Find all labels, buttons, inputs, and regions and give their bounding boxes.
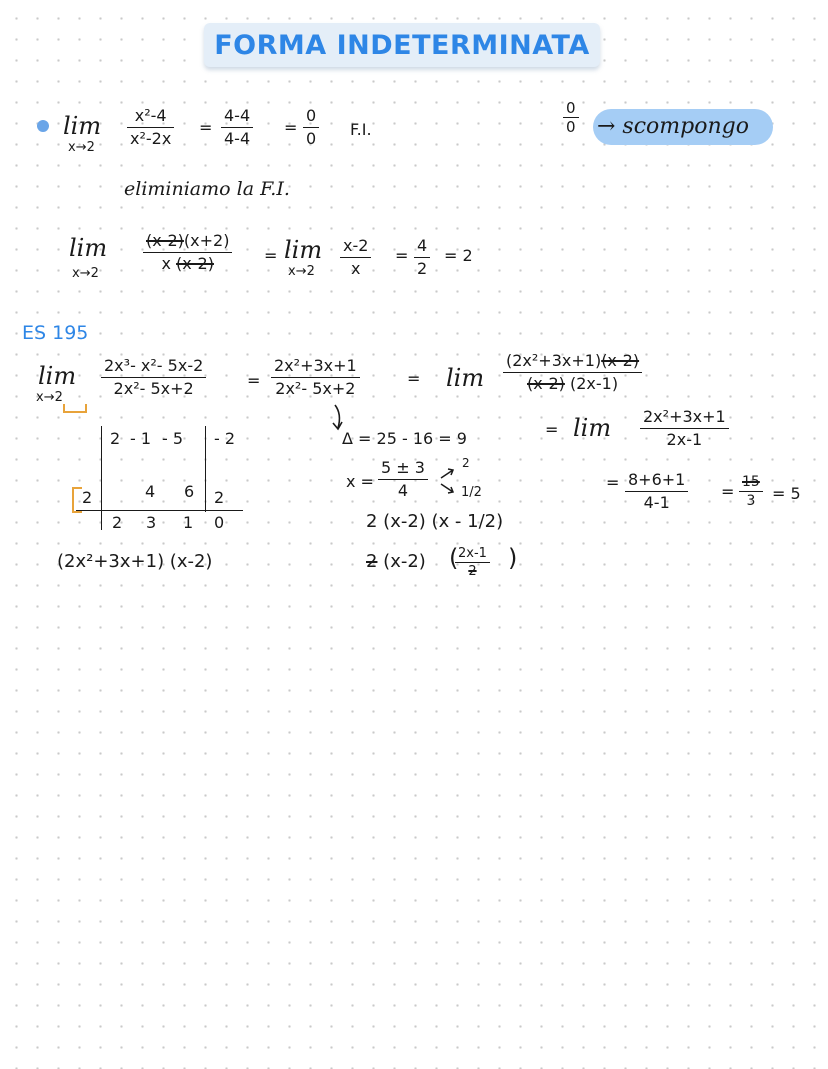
result-text: = 5 [772, 484, 801, 503]
ruffini-coeff: - 5 [162, 429, 184, 448]
fraction-num: x-2 [343, 236, 369, 255]
fraction-den: 2x²- 5x+2 [275, 379, 356, 398]
fraction-bar [640, 428, 729, 429]
fraction-num: 2x²+3x+1 [274, 356, 357, 375]
fraction-den: 2x²- 5x+2 [113, 379, 194, 398]
factor: (2x²+3x+1) [506, 351, 602, 370]
fraction-den: 0 [566, 118, 576, 136]
fraction-den: 4-1 [643, 493, 670, 512]
equals-sign: = [721, 482, 735, 501]
ruffini-coeff: - 1 [130, 429, 152, 448]
fraction-bar [739, 491, 763, 492]
ruffini-right-line [205, 426, 206, 512]
x-label: x = [346, 472, 374, 491]
factor: (x+2) [183, 231, 230, 250]
fraction-num: 4 [417, 236, 428, 255]
fraction-bar [503, 372, 642, 373]
ruffini-root: 2 [82, 488, 93, 507]
fraction-num: 5 ± 3 [381, 458, 425, 477]
fraction-es-2 [271, 356, 360, 399]
ruffini-middle: 4 [145, 482, 156, 501]
title-banner [204, 23, 600, 67]
fraction-2 [221, 106, 253, 149]
note-fraction [563, 100, 579, 135]
lim-label: lim [284, 236, 323, 264]
factored-result: (2x²+3x+1) (x-2) [57, 551, 213, 572]
cancelled-factor: 2 [366, 551, 378, 572]
fraction-es-3 [503, 351, 642, 394]
fraction-num [503, 351, 642, 371]
factor-step-1: 2 (x-2) (x - 1/2) [366, 511, 504, 532]
ruffini-bottom: 1 [183, 513, 194, 532]
fraction-den [465, 564, 479, 579]
ruffini-bottom: 3 [146, 513, 157, 532]
fraction-bar [340, 257, 371, 258]
roots-fraction [378, 458, 428, 501]
fraction-den: 2 [417, 259, 428, 278]
equals-sign: = [395, 246, 409, 265]
equals-sign: = [407, 369, 421, 388]
down-arrow-icon [330, 404, 346, 432]
equals-sign: = [284, 118, 298, 137]
fraction-den [524, 374, 621, 394]
highlight-bracket [72, 487, 82, 513]
highlight-bracket [63, 404, 87, 413]
fraction-bar [625, 491, 688, 492]
fraction-num: 0 [306, 106, 317, 125]
close-paren: ) [508, 544, 518, 572]
lim-label: lim [69, 234, 108, 262]
ruffini-coeff: - 2 [214, 429, 236, 448]
fraction-3 [303, 106, 319, 149]
root-two: 1/2 [461, 485, 482, 500]
ruffini-middle: 2 [214, 488, 225, 507]
ruffini-left-line [101, 426, 102, 530]
eliminate-note: eliminiamo la F.I. [124, 178, 290, 200]
delta-line: Δ = 25 - 16 = 9 [342, 429, 467, 448]
fraction-num: 2x²+3x+1 [643, 407, 726, 426]
fraction-num: 2x³- x²- 5x-2 [104, 356, 204, 375]
open-paren: ( [449, 544, 459, 572]
fraction-num [739, 474, 763, 490]
factor: x [161, 254, 177, 273]
factor-fraction [455, 546, 490, 579]
equals-sign: = [247, 371, 261, 390]
page-title: FORMA INDETERMINATA [214, 29, 590, 61]
fraction-bar [271, 377, 360, 378]
fraction-bar [143, 252, 232, 253]
equals-sign: = [545, 420, 559, 439]
equals-sign: = [264, 246, 278, 265]
fraction-bar [378, 479, 428, 480]
fraction-bar [221, 127, 253, 128]
note-text: → scompongo [597, 114, 749, 139]
equals-sign: = [199, 118, 213, 137]
exercise-label: ES 195 [22, 322, 89, 344]
fraction-den: x [350, 259, 361, 278]
fraction-bar [101, 377, 206, 378]
ruffini-bottom-line [76, 510, 243, 511]
fraction-es-6 [739, 474, 763, 509]
cancelled-factor: (x-2) [601, 351, 640, 370]
fraction-step-2 [340, 236, 371, 279]
factor: (x-2) [377, 551, 426, 572]
fraction-num [143, 231, 232, 251]
lim-label: lim [446, 364, 485, 392]
fraction-bar [127, 127, 174, 128]
fraction-num: x²-4 [134, 106, 167, 125]
lim-label: lim [573, 414, 612, 442]
cancelled-factor: 2 [468, 564, 477, 579]
equals-sign: = [606, 473, 620, 492]
limit-subscript: x→2 [72, 266, 99, 281]
ruffini-coeff: 2 [110, 429, 121, 448]
limit-subscript: x→2 [68, 140, 95, 155]
lim-label: lim [63, 112, 102, 140]
fraction-den [158, 254, 216, 274]
cancelled-factor: (x-2) [527, 374, 565, 393]
fi-label: F.I. [350, 120, 372, 139]
root-one: 2 [462, 456, 470, 470]
fraction-num: 8+6+1 [628, 470, 686, 489]
limit-subscript: x→2 [36, 390, 63, 405]
fraction-es-5 [625, 470, 688, 513]
fraction-den: 4-4 [224, 129, 251, 148]
fraction-1 [127, 106, 174, 149]
cancelled-factor: 15 [742, 474, 760, 490]
fraction-num: 0 [566, 99, 576, 117]
factor: (2x-1) [564, 374, 619, 393]
fraction-den: 4 [397, 481, 409, 500]
cancelled-factor: (x-2) [146, 231, 184, 250]
fraction-bar [455, 562, 490, 563]
fraction-den: 3 [746, 493, 756, 509]
fraction-step-1 [143, 231, 232, 274]
fraction-bar [303, 127, 319, 128]
result-text: = 2 [444, 246, 473, 265]
lim-label: lim [38, 362, 77, 390]
fraction-num: 4-4 [224, 106, 251, 125]
fraction-den: 2x-1 [666, 430, 703, 449]
cancelled-coefficient [366, 551, 426, 572]
fraction-step-3 [414, 236, 430, 279]
fraction-es-1 [101, 356, 206, 399]
fraction-num: 2x-1 [458, 546, 487, 561]
ruffini-bottom: 0 [214, 513, 225, 532]
fraction-bar [414, 257, 430, 258]
bullet-dot [37, 120, 49, 132]
fraction-den: 0 [306, 129, 317, 148]
cancelled-factor: (x-2) [176, 254, 214, 273]
ruffini-middle: 6 [184, 482, 195, 501]
fraction-den: x²-2x [130, 129, 172, 148]
limit-subscript: x→2 [288, 264, 315, 279]
fraction-es-4 [640, 407, 729, 450]
ruffini-bottom: 2 [112, 513, 123, 532]
